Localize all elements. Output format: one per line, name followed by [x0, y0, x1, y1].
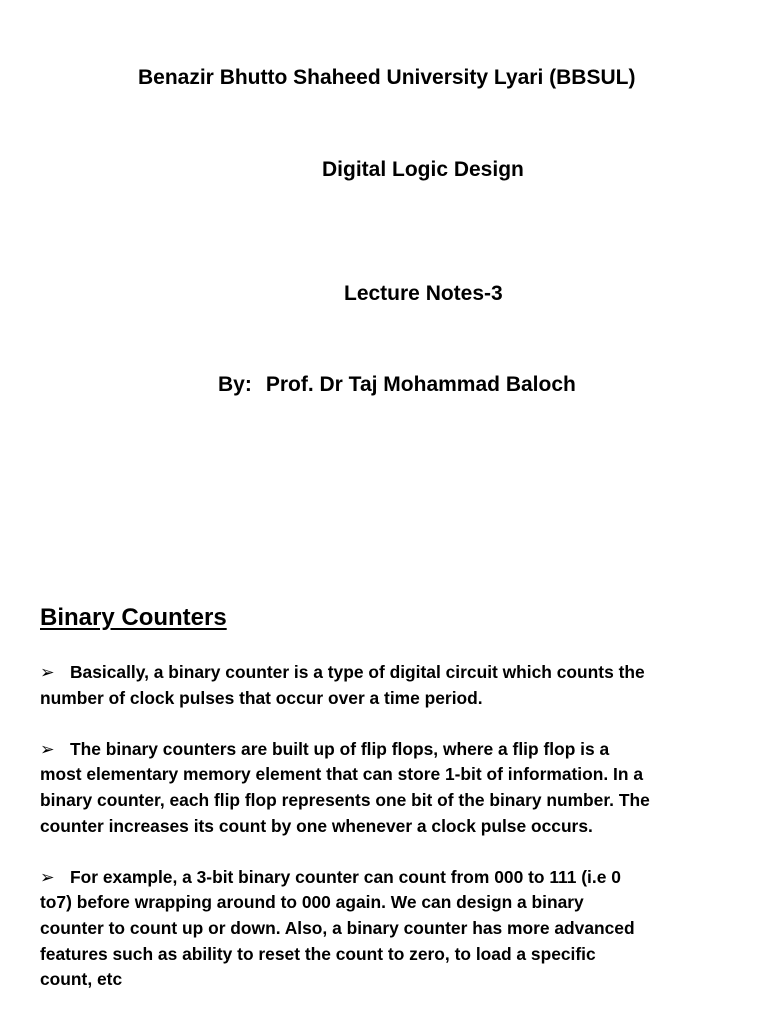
bullet-text: The binary counters are built up of flip flops, where a flip flop is a most elementary memory element that can store 1-bit of information. In a binary counter, each flip flop represents one bit of the binary number. The counter increases its count by one whenever a clock pulse occurs. — [40, 738, 650, 836]
author-label: By: — [218, 373, 252, 396]
bullet-item — [40, 660, 650, 711]
section-heading: Binary Counters — [40, 604, 227, 631]
bullet-item — [40, 737, 650, 839]
author-name: Prof. Dr Taj Mohammad Baloch — [265, 373, 576, 396]
bullet-item — [40, 865, 650, 993]
author-line — [218, 374, 576, 395]
arrow-bullet-icon: ➢ — [40, 866, 55, 887]
university-name: Benazir Bhutto Shaheed University Lyari (BBSUL) — [138, 66, 636, 89]
bullet-text: Basically, a binary counter is a type of digital circuit which counts the number of clock pulses that occur over a time period. — [40, 662, 645, 708]
arrow-bullet-icon: ➢ — [40, 738, 55, 759]
arrow-bullet-icon: ➢ — [40, 662, 55, 682]
bullet-list — [40, 660, 650, 1018]
bullet-text: For example, a 3-bit binary counter can count from 000 to 111 (i.e 0 to7) before wrapping around to 000 again. We can design a binary counter to count up or down. Also, a binary counter has more advanced features such as ability to reset the count to zero, to load a specific count, etc — [40, 866, 635, 990]
course-title: Digital Logic Design — [322, 158, 524, 181]
lecture-title: Lecture Notes-3 — [344, 282, 503, 305]
